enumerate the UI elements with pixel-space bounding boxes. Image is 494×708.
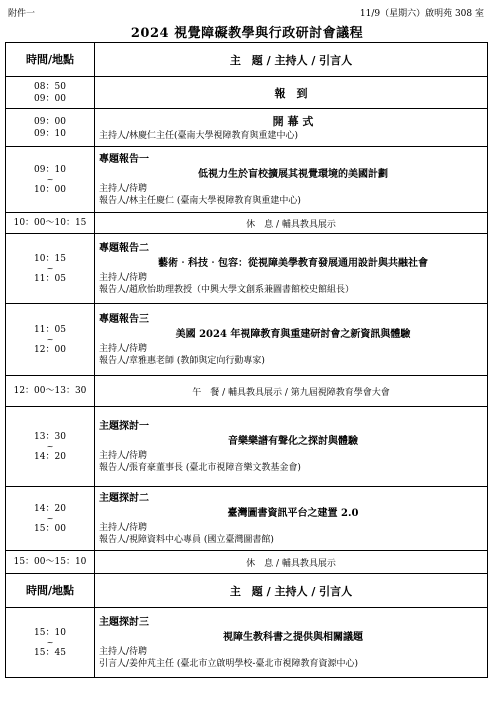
tilde: ~ bbox=[46, 263, 54, 273]
speaker: 報告人/張育豪董事長 (臺北市視障音樂文教基金會) bbox=[99, 462, 301, 473]
time-cell bbox=[6, 77, 95, 109]
speaker: 報告人/林主任慶仁 (臺南大學視障教育與重建中心) bbox=[99, 195, 301, 206]
table-row bbox=[6, 147, 488, 213]
session-label: 專題報告三 bbox=[99, 313, 149, 325]
session-label: 專題報告一 bbox=[99, 153, 149, 165]
start-time: 09：10 bbox=[34, 164, 66, 175]
table-row bbox=[6, 109, 488, 147]
end-time: 12：00 bbox=[34, 344, 66, 355]
table-row bbox=[6, 77, 488, 109]
time-cell: 15：00～15：10 bbox=[6, 551, 95, 574]
table-header-repeat bbox=[6, 574, 488, 608]
table-row bbox=[6, 213, 488, 234]
session-label: 主題探討一 bbox=[99, 420, 149, 432]
host: 主持人/待聘 bbox=[99, 522, 148, 533]
time-cell: 10：00～10：15 bbox=[6, 213, 95, 234]
table-row bbox=[6, 234, 488, 304]
content-cell bbox=[95, 234, 488, 304]
time-cell bbox=[6, 304, 95, 376]
end-time: 11：05 bbox=[34, 273, 66, 284]
table-row bbox=[6, 487, 488, 551]
speaker: 報告人/章雅惠老師 (教師與定向行動專家) bbox=[99, 355, 265, 366]
table-row bbox=[6, 304, 488, 376]
time-cell: 12：00～13：30 bbox=[6, 376, 95, 407]
start-time: 13：30 bbox=[34, 431, 66, 442]
session-topic: 臺灣圖書資訊平台之建置 2.0 bbox=[227, 507, 359, 519]
col-time-header: 時間/地點 bbox=[6, 574, 95, 608]
time-cell bbox=[6, 234, 95, 304]
start-time: 08：50 bbox=[34, 81, 66, 92]
end-time: 10：00 bbox=[34, 184, 66, 195]
session-topic: 低視力生於盲校擴展其視覺環境的美國計劃 bbox=[198, 168, 388, 180]
time-cell bbox=[6, 109, 95, 147]
session-topic: 視障生教科書之提供與相關議題 bbox=[223, 631, 363, 643]
host: 主持人/林慶仁主任(臺南大學視障教育與重建中心) bbox=[99, 130, 299, 141]
session-topic: 音樂樂譜有聲化之探討與體驗 bbox=[228, 435, 358, 447]
table-row bbox=[6, 376, 488, 407]
content-cell bbox=[95, 407, 488, 487]
date-location: 11/9（星期六）啟明苑 308 室 bbox=[359, 9, 484, 19]
time-cell bbox=[6, 487, 95, 551]
session-topic: 藝術‧科技‧包容：從視障美學教育發展通用設計與共融社會 bbox=[158, 257, 428, 269]
host: 主持人/待聘 bbox=[99, 646, 148, 657]
end-time: 09：10 bbox=[34, 128, 66, 139]
host: 主持人/待聘 bbox=[99, 343, 148, 354]
content-cell bbox=[95, 487, 488, 551]
start-time: 10：15 bbox=[34, 253, 66, 264]
content-cell bbox=[95, 109, 488, 147]
content-cell bbox=[95, 147, 488, 213]
agenda-table bbox=[5, 42, 488, 678]
session-label: 專題報告二 bbox=[99, 242, 149, 254]
table-row bbox=[6, 551, 488, 574]
page-title: 2024 視覺障礙教學與行政研討會議程 bbox=[130, 26, 364, 41]
table-row bbox=[6, 608, 488, 678]
speaker: 報告人/視障資料中心專員 (國立臺灣圖書館) bbox=[99, 534, 274, 545]
host: 主持人/待聘 bbox=[99, 272, 148, 283]
attachment-label: 附件一 bbox=[8, 9, 36, 19]
break-cell: 休 息 / 輔具教具展示 bbox=[95, 213, 488, 234]
session-topic: 美國 2024 年視障教育與重建研討會之新資訊與體驗 bbox=[175, 328, 411, 340]
col-content-header: 主 題 / 主持人 / 引言人 bbox=[95, 43, 488, 77]
speaker: 報告人/趙欣怡助理教授（中興大學文創系兼圖書館校史館組長） bbox=[99, 284, 355, 295]
lunch-cell: 午 餐 / 輔具教具展示 / 第九屆視障教育學會大會 bbox=[95, 376, 488, 407]
start-time: 09：00 bbox=[34, 116, 66, 127]
session-label: 主題探討三 bbox=[99, 616, 149, 628]
table-row bbox=[6, 407, 488, 487]
end-time: 15：45 bbox=[34, 647, 66, 658]
col-content-header: 主 題 / 主持人 / 引言人 bbox=[95, 574, 488, 608]
session-title: 開 幕 式 bbox=[272, 114, 314, 128]
start-time: 15：10 bbox=[34, 627, 66, 638]
speaker: 引言人/姜仲芃主任 (臺北市立啟明學校-臺北市視障教育資源中心) bbox=[99, 658, 358, 669]
content-cell bbox=[95, 608, 488, 678]
time-cell bbox=[6, 147, 95, 213]
tilde: ~ bbox=[46, 637, 54, 647]
host: 主持人/待聘 bbox=[99, 183, 148, 194]
tilde: ~ bbox=[46, 174, 54, 184]
checkin-cell: 報 到 bbox=[95, 77, 488, 109]
start-time: 11：05 bbox=[34, 324, 66, 335]
start-time: 14：20 bbox=[34, 503, 66, 514]
time-cell bbox=[6, 407, 95, 487]
table-header bbox=[6, 43, 488, 77]
content-cell bbox=[95, 304, 488, 376]
end-time: 09：00 bbox=[34, 93, 66, 104]
break-cell: 休 息 / 輔具教具展示 bbox=[95, 551, 488, 574]
time-cell bbox=[6, 608, 95, 678]
tilde: ~ bbox=[46, 334, 54, 344]
tilde: ~ bbox=[46, 513, 54, 523]
end-time: 14：20 bbox=[34, 451, 66, 462]
col-time-header: 時間/地點 bbox=[6, 43, 95, 77]
session-label: 主題探討二 bbox=[99, 492, 149, 504]
tilde: ~ bbox=[46, 441, 54, 451]
host: 主持人/待聘 bbox=[99, 450, 148, 461]
end-time: 15：00 bbox=[34, 523, 66, 534]
